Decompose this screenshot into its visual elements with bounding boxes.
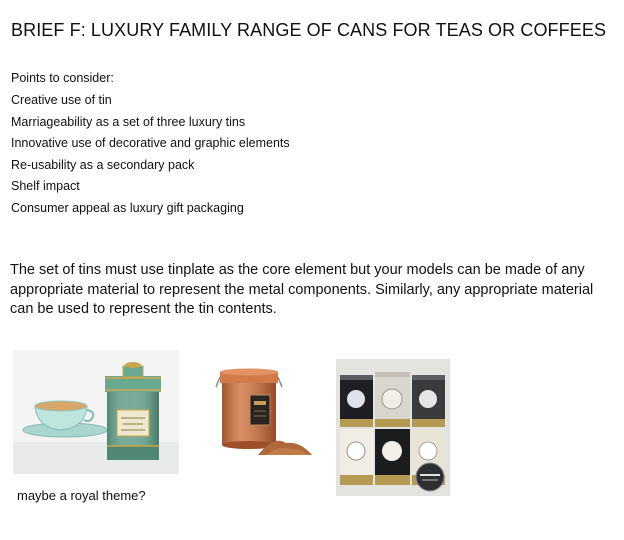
point-item: Consumer appeal as luxury gift packaging: [11, 200, 244, 215]
green-tea-tin-with-teacup-photo: [13, 350, 179, 474]
image-caption: maybe a royal theme?: [17, 488, 146, 503]
point-item: Innovative use of decorative and graphic elements: [11, 136, 290, 150]
patterned-tins-set-photo: [336, 359, 450, 496]
point-item: Marriageability as a set of three luxury tins: [11, 114, 246, 129]
point-item: Re-usability as a secondary pack: [11, 157, 195, 172]
brief-body-paragraph: The set of tins must use tinplate as the core element but your models can be made of any appropriate material to represent the metal components. Similarly, any appropriate material can be used to represent the tin contents.: [10, 262, 594, 317]
brief-title: BRIEF F: LUXURY FAMILY RANGE OF CANS FOR TEAS OR COFFEES: [11, 20, 607, 40]
points-heading: Points to consider:: [11, 71, 114, 85]
points-list: [11, 93, 290, 222]
point-item: Shelf impact: [11, 179, 80, 193]
copper-coffee-canister-photo: [208, 361, 314, 461]
point-item: Creative use of tin: [11, 93, 112, 107]
